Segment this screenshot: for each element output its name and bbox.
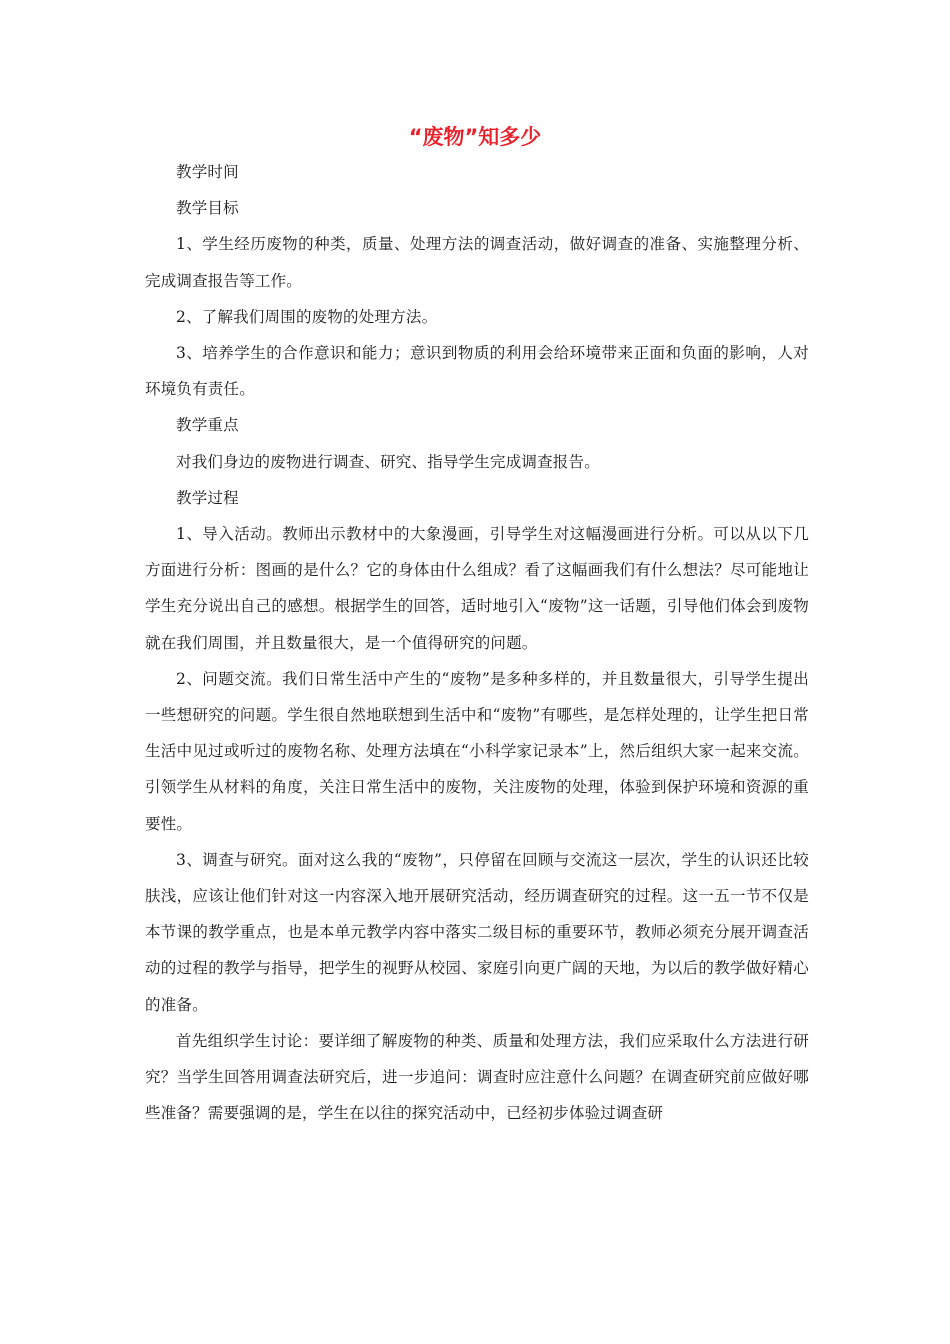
process-step-2: 2、问题交流。我们日常生活中产生的“废物”是多种多样的，并且数量很大，引导学生提出一些想研究的问题。学生很自然地联想到生活中和“废物”有哪些，是怎样处理的，让学生把日常生活中见过或听过的废物名称、处理方法填在“小科学家记录本”上，然后组织大家一起来交流。引领学生从材料的角度，关注日常生活中的废物，关注废物的处理，体验到保护环境和资源的重要性。: [145, 669, 809, 833]
process-discussion: 首先组织学生讨论：要详细了解废物的种类、质量和处理方法，我们应采取什么方法进行研究？当学生回答用调查法研究后，进一步追问：调查时应注意什么问题？在调查研究前应做好哪些准备？需要强调的是，学生在以往的探究活动中，已经初步体验过调查研: [145, 1031, 809, 1123]
objective-item-2: 2、了解我们周围的废物的处理方法。: [176, 307, 438, 326]
section-heading-process: 教学过程: [176, 488, 239, 507]
section-heading-time: 教学时间: [176, 163, 239, 181]
section-heading-objectives: 教学目标: [176, 199, 239, 218]
document-body: [145, 154, 809, 1131]
section-heading-key-points: 教学重点: [176, 416, 239, 435]
objective-item-3: 3、培养学生的合作意识和能力；意识到物质的利用会给环境带来正面和负面的影响，人对环境负有责任。: [145, 344, 809, 399]
process-step-3: 3、调查与研究。面对这么我的“废物”，只停留在回顾与交流这一层次，学生的认识还比较肤浅，应该让他们针对这一内容深入地开展研究活动，经历调查研究的过程。这一五一节不仅是本节课的教学重点，也是本单元教学内容中落实二级目标的重要环节，教师必须充分展开调查活动的过程的教学与指导，把学生的视野从校园、家庭引向更广阔的天地，为以后的教学做好精心的准备。: [145, 850, 809, 1014]
process-step-1: 1、导入活动。教师出示教材中的大象漫画，引导学生对这幅漫画进行分析。可以从以下几方面进行分析：图画的是什么？它的身体由什么组成？看了这幅画我们有什么想法？尽可能地让学生充分说出自己的感想。根据学生的回答，适时地引入“废物”这一话题，引导他们体会到废物就在我们周围，并且数量很大，是一个值得研究的问题。: [145, 525, 809, 652]
key-point-text: 对我们身边的废物进行调查、研究、指导学生完成调查报告。: [176, 452, 600, 471]
objective-item-1: 1、学生经历废物的种类，质量、处理方法的调查活动，做好调查的准备、实施整理分析、完成调查报告等工作。: [145, 235, 809, 290]
document-title: “废物”知多少: [408, 125, 542, 149]
